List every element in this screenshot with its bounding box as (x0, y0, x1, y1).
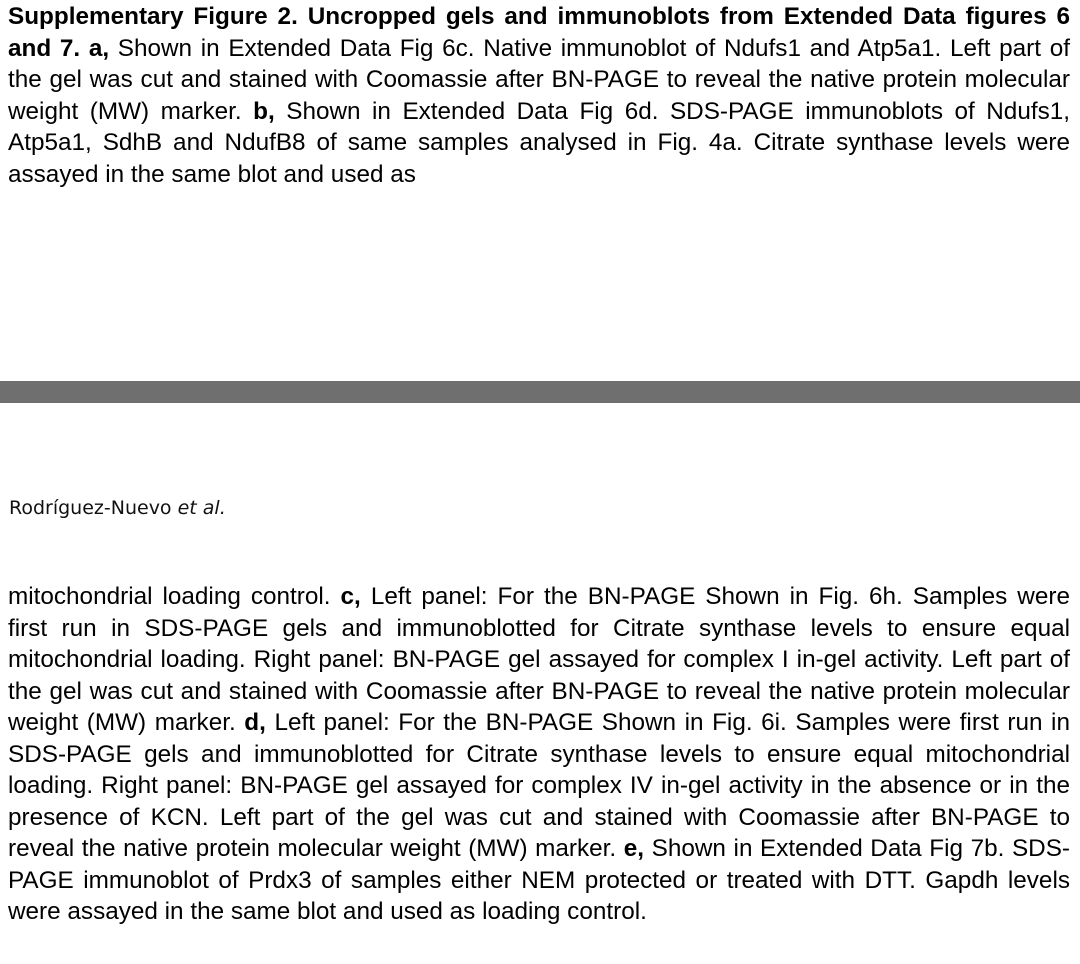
page-2-top (0, 403, 1080, 964)
header-authors: Rodríguez-Nuevo (9, 497, 172, 519)
panel-b-continued: mitochondrial loading control. (8, 583, 331, 610)
figure-caption-paragraph (8, 1, 1070, 190)
caption-title: Supplementary Figure 2. Uncropped gels and immunoblots from Extended Data figures 6 and 7. (8, 3, 1070, 62)
running-header (9, 496, 226, 520)
panel-b-text: Shown in Extended Data Fig 6d. SDS-PAGE immunoblots of Ndufs1, Atp5a1, SdhB and NdufB8 of same samples analysed in Fig. 4a. Citrate synthase levels were assayed in the same blot and used as (8, 97, 1070, 188)
panel-e-label: e, (623, 835, 645, 862)
panel-d-label: d, (244, 709, 266, 736)
panel-d-text: Left panel: For the BN-PAGE Shown in Fig. 6i. Samples were first run in SDS-PAGE gels and immunoblotted for Citrate synthase levels to ensure equal mitochondrial loading. Right panel: BN-PAGE gel assayed for complex IV in-gel activity in the absence or in the presence of KCN. Left part of the gel was cut and stained with Coomassie after BN-PAGE to reveal the native protein molecular weight (MW) marker. (8, 709, 1070, 862)
panel-c-label: c, (340, 583, 361, 610)
panel-c-text: Left panel: For the BN-PAGE Shown in Fig. 6h. Samples were first run in SDS-PAGE gels and immunoblotted for Citrate synthase levels to ensure equal mitochondrial loading. Right panel: BN-PAGE gel assayed for complex I in-gel activity. Left part of the gel was cut and stained with Coomassie after BN-PAGE to reveal the native protein molecular weight (MW) marker. (8, 583, 1070, 736)
panel-e-text: Shown in Extended Data Fig 7b. SDS-PAGE immunoblot of Prdx3 of samples either NEM protected or treated with DTT. Gapdh levels were assayed in the same blot and used as loading control. (8, 835, 1070, 925)
page-separator (0, 381, 1080, 403)
panel-a-label: a, (88, 34, 110, 62)
figure-caption-continued (8, 581, 1070, 928)
header-et-al: et al. (177, 497, 226, 519)
panel-b-label: b, (253, 97, 275, 125)
panel-a-text: Shown in Extended Data Fig 6c. Native immunoblot of Ndufs1 and Atp5a1. Left part of the gel was cut and stained with Coomassie after BN-PAGE to reveal the native protein molecular weight (MW) marker. (8, 34, 1070, 125)
page-1-bottom (0, 0, 1080, 381)
